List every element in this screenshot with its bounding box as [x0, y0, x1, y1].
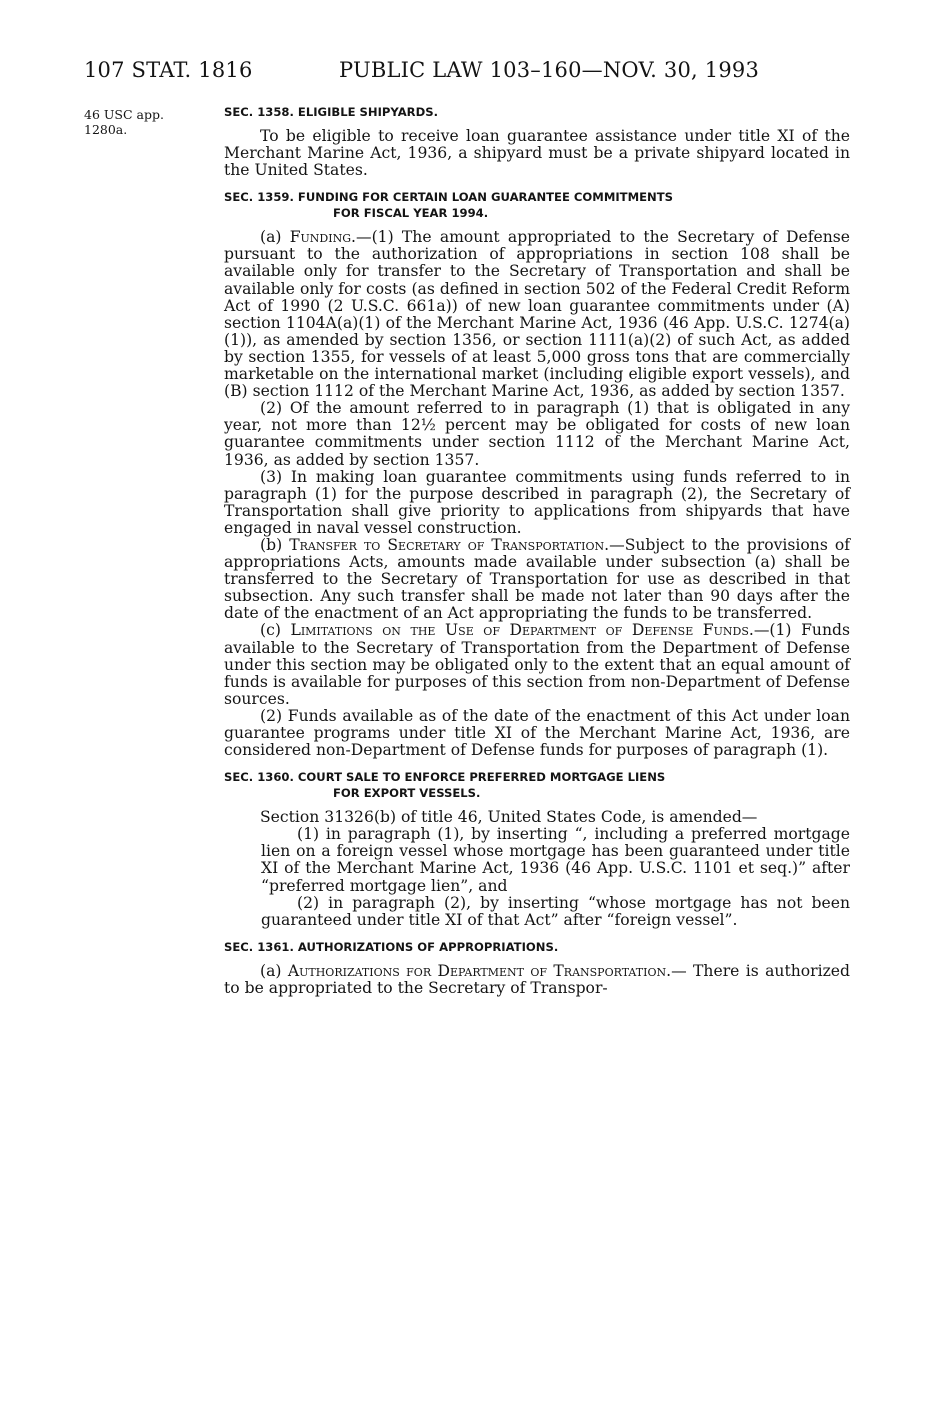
subsection-b-text: .—Subject to the provisions of appropriations Acts, amounts made available under subsection (a) shall be transferred to the Secretary of Transportation for use as described in that subsection. Any such transfer shall be made not later than 90 days after the date of the enactment of an Act appropriating the funds to be transferred.	[224, 535, 851, 623]
subsection-c-label: (c)	[260, 621, 291, 640]
section-1359-subsection-b	[224, 537, 850, 622]
section-1359-paragraph-a2: (2) Of the amount referred to in paragraph (1) that is obligated in any year, not more than 12½ percent may be obligated for costs of new loan guarantee commitments under section 1112 of the Merchant Marine Act, 1936, as added by section 1357.	[224, 399, 850, 469]
running-head	[84, 58, 764, 88]
subsection-b-label: (b)	[260, 535, 290, 554]
running-head-title: PUBLIC LAW 103–160—NOV. 30, 1993	[339, 58, 760, 82]
section-1360-heading	[224, 769, 850, 801]
subsection-a-label: (a)	[260, 228, 290, 247]
section-1361-a-caption: Authorizations for Department of Transportation	[287, 961, 667, 980]
section-1359-paragraph-c2: (2) Funds available as of the date of the enactment of this Act under loan guarantee programs under title XI of the Merchant Marine Act, 1936, are considered non-Department of Defense funds for purposes of paragraph (1).	[224, 706, 850, 760]
section-1360-amendment-list	[224, 826, 850, 929]
subsection-b-caption: Transfer to Secretary of Transportation	[289, 535, 605, 554]
subsection-c-caption: Limitations on the Use of Department of Defense Funds	[290, 621, 749, 640]
section-1361-subsection-a	[224, 963, 850, 997]
section-1359-heading-line-1: SEC. 1359. FUNDING FOR CERTAIN LOAN GUARANTEE COMMITMENTS	[224, 190, 674, 205]
section-1360-heading-line-2: FOR EXPORT VESSELS.	[333, 786, 481, 801]
section-1360-lead: Section 31326(b) of title 46, United States Code, is amended—	[260, 808, 758, 827]
section-1360-item-2: (2) in paragraph (2), by inserting “whose mortgage has not been guaranteed under title XI of that Act” after “foreign vessel”.	[261, 893, 850, 929]
body-text-column	[224, 104, 850, 997]
section-1359-paragraph-a3: (3) In making loan guarantee commitments using funds referred to in paragraph (1) for the purpose described in paragraph (2), the Secretary of Transportation shall give priority to applications from shipyards that have engaged in naval vessel construction.	[224, 467, 850, 537]
margin-citation-note	[84, 107, 204, 137]
section-1359-heading	[224, 189, 850, 221]
subsection-a-text: .—(1) The amount appropriated to the Secretary of Defense pursuant to the authorization of appropriations in section 108 shall be available only for transfer to the Secretary of Transportation and shall be available only for costs (as defined in section 502 of the Federal Credit Reform Act of 1990 (2 U.S.C. 661a)) of new loan guarantee commitments under (A) section 1104A(a)(1) of the Merchant Marine Act, 1936 (46 App. U.S.C. 1274(a)(1)), as amended by section 1356, or section 1111(a)(2) of such Act, as added by section 1355, for vessels of at least 5,000 gross tons that are commercially marketable on the international market (including eligible export vessels), and (B) section 1112 of the Merchant Marine Act, 1936, as added by section 1357.	[224, 228, 850, 401]
section-1359-heading-line-2: FOR FISCAL YEAR 1994.	[333, 206, 489, 221]
page-folio: 107 STAT. 1816	[84, 58, 253, 82]
section-1358-text: To be eligible to receive loan guarantee assistance under title XI of the Merchant Marine Act, 1936, a shipyard must be a private shipyard located in the United States.	[224, 127, 850, 180]
section-1359-subsection-a	[224, 229, 850, 400]
section-1361-a-text: .— There is authorized to be appropriated to the Secretary of Transpor-	[224, 961, 851, 997]
section-1361-heading: SEC. 1361. AUTHORIZATIONS OF APPROPRIATIONS.	[224, 939, 559, 954]
subsection-c-text: .—(1) Funds available to the Secretary of Transportation from the Department of Defense under this section may be obligated only to the extent that an equal amount of funds is available for purposes of this section from non-Department of Defense sources.	[224, 621, 850, 708]
section-1361-a-label: (a)	[260, 961, 288, 980]
section-1360-item-1: (1) in paragraph (1), by inserting “, including a preferred mortgage lien on a foreign vessel whose mortgage has been guaranteed under title XI of the Merchant Marine Act, 1936 (46 App. U.S.C. 1101 et seq.)” after “preferred mortgage lien”, and	[261, 825, 850, 895]
section-1359-subsection-c	[224, 622, 850, 707]
section-1360-heading-line-1: SEC. 1360. COURT SALE TO ENFORCE PREFERRED MORTGAGE LIENS	[224, 770, 666, 785]
section-1358-heading: SEC. 1358. ELIGIBLE SHIPYARDS.	[224, 105, 438, 119]
subsection-a-caption: Funding	[289, 228, 352, 247]
margin-note-line-2: 1280a.	[84, 122, 128, 137]
margin-note-line-1: 46 USC app.	[84, 107, 164, 122]
